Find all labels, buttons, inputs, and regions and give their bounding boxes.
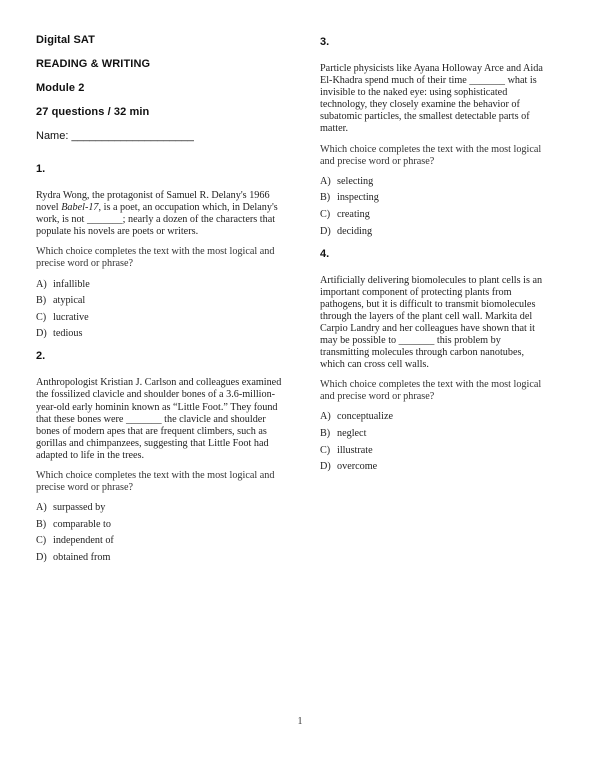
answer-choices bbox=[36, 502, 286, 564]
answer-choice[interactable] bbox=[36, 312, 286, 324]
choice-letter: B) bbox=[320, 428, 331, 440]
choice-letter: C) bbox=[320, 444, 331, 456]
question-number: 3. bbox=[320, 36, 330, 48]
answer-choice[interactable] bbox=[36, 519, 286, 531]
document-header bbox=[36, 34, 286, 143]
document-title: Digital SAT bbox=[36, 34, 95, 46]
choice-letter: A) bbox=[320, 411, 331, 423]
choice-text: infallible bbox=[53, 278, 90, 290]
answer-choice[interactable] bbox=[320, 445, 550, 457]
question-3 bbox=[320, 36, 550, 238]
book-title: Babel-17 bbox=[61, 202, 99, 214]
answer-choice[interactable] bbox=[320, 461, 550, 473]
choice-letter: B) bbox=[36, 518, 47, 530]
answer-choice[interactable] bbox=[36, 552, 286, 564]
question-1 bbox=[36, 163, 286, 340]
right-column bbox=[320, 36, 550, 483]
answer-choice[interactable] bbox=[36, 502, 286, 514]
answer-choice[interactable] bbox=[320, 411, 550, 423]
choice-text: overcome bbox=[337, 461, 378, 473]
question-number: 2. bbox=[36, 350, 46, 363]
question-number: 4. bbox=[320, 247, 330, 260]
passage-text: Anthropologist Kristian J. Carlson and colleagues examined the fossilized clavicle and shoulder bones of a 3.6-million-year-old early hominin known as “Little Foot.” They found that these bones were _______ the clavicle and shoulder bones of modern apes that are frequent climbers, such as gorillas and chimpanzees, suggesting that Little Foot had adapted to life in the trees. bbox=[36, 377, 282, 461]
left-column bbox=[36, 163, 286, 574]
choice-text: selecting bbox=[337, 175, 374, 187]
question-4 bbox=[320, 248, 550, 474]
name-field-label: Name: ____________________ bbox=[36, 130, 194, 142]
choice-text: illustrate bbox=[337, 444, 373, 456]
answer-choice[interactable] bbox=[36, 535, 286, 547]
passage-text: Rydra Wong, the protagonist of Samuel R. Delany's 1966 novel Babel-17, is a poet, an occupation which, in Delany's work, is not _______; nearly a dozen of the characters that populate his novels are poets or writers. bbox=[36, 190, 278, 238]
page-number: 1 bbox=[297, 716, 303, 727]
answer-choice[interactable] bbox=[320, 226, 550, 238]
question-prompt: Which choice completes the text with the most logical and precise word or phrase? bbox=[320, 379, 542, 403]
choice-text: obtained from bbox=[53, 551, 111, 563]
choice-letter: D) bbox=[320, 461, 331, 473]
answer-choice[interactable] bbox=[320, 428, 550, 440]
answer-choice[interactable] bbox=[36, 279, 286, 291]
choice-letter: B) bbox=[320, 192, 331, 204]
choice-text: inspecting bbox=[337, 192, 379, 204]
answer-choice[interactable] bbox=[320, 176, 550, 188]
choice-letter: C) bbox=[320, 208, 331, 220]
choice-letter: B) bbox=[36, 295, 47, 307]
section-title: READING & WRITING bbox=[36, 58, 151, 70]
choice-text: conceptualize bbox=[337, 411, 393, 423]
choice-letter: A) bbox=[320, 175, 331, 187]
answer-choice[interactable] bbox=[320, 209, 550, 221]
module-title: Module 2 bbox=[36, 82, 85, 94]
passage-text: Particle physicists like Ayana Holloway Arce and Aida El-Khadra spend much of their time _______ what is invisible to the naked eye: using sophisticated technology, they closely examine the behavior of subatomic particles, the smallest detectable parts of matter. bbox=[320, 63, 543, 135]
answer-choice[interactable] bbox=[36, 295, 286, 307]
test-info: 27 questions / 32 min bbox=[36, 106, 150, 118]
choice-text: creating bbox=[337, 208, 370, 220]
choice-text: tedious bbox=[53, 328, 83, 340]
passage-text: Artificially delivering biomolecules to plant cells is an important component of protecting plants from pathogens, but it is difficult to transmit biomolecules through the layers of the plant cell wall. Markita del Carpio Landry and her colleagues have shown that it may be possible to _______ this problem by transmitting molecules through carbon nanotubes, which can cross cell walls. bbox=[320, 274, 543, 371]
question-number: 1. bbox=[36, 163, 46, 175]
choice-letter: D) bbox=[320, 225, 331, 237]
answer-choice[interactable] bbox=[36, 328, 286, 340]
answer-choices bbox=[320, 176, 550, 238]
choice-letter: A) bbox=[36, 502, 47, 514]
question-prompt: Which choice completes the text with the most logical and precise word or phrase? bbox=[36, 246, 275, 270]
choice-letter: A) bbox=[36, 278, 47, 290]
choice-letter: C) bbox=[36, 311, 47, 323]
choice-text: atypical bbox=[53, 295, 86, 307]
choice-letter: D) bbox=[36, 328, 47, 340]
answer-choice[interactable] bbox=[320, 192, 550, 204]
choice-text: lucrative bbox=[53, 311, 89, 323]
choice-letter: D) bbox=[36, 551, 47, 563]
choice-text: comparable to bbox=[53, 518, 111, 530]
answer-choices bbox=[320, 411, 550, 473]
question-2 bbox=[36, 350, 286, 564]
choice-text: deciding bbox=[337, 225, 373, 237]
question-prompt: Which choice completes the text with the most logical and precise word or phrase? bbox=[36, 470, 275, 494]
answer-choices bbox=[36, 279, 286, 341]
choice-text: independent of bbox=[53, 535, 114, 547]
choice-text: surpassed by bbox=[53, 502, 106, 514]
question-prompt: Which choice completes the text with the most logical and precise word or phrase? bbox=[320, 143, 542, 167]
choice-letter: C) bbox=[36, 535, 47, 547]
choice-text: neglect bbox=[337, 428, 367, 440]
